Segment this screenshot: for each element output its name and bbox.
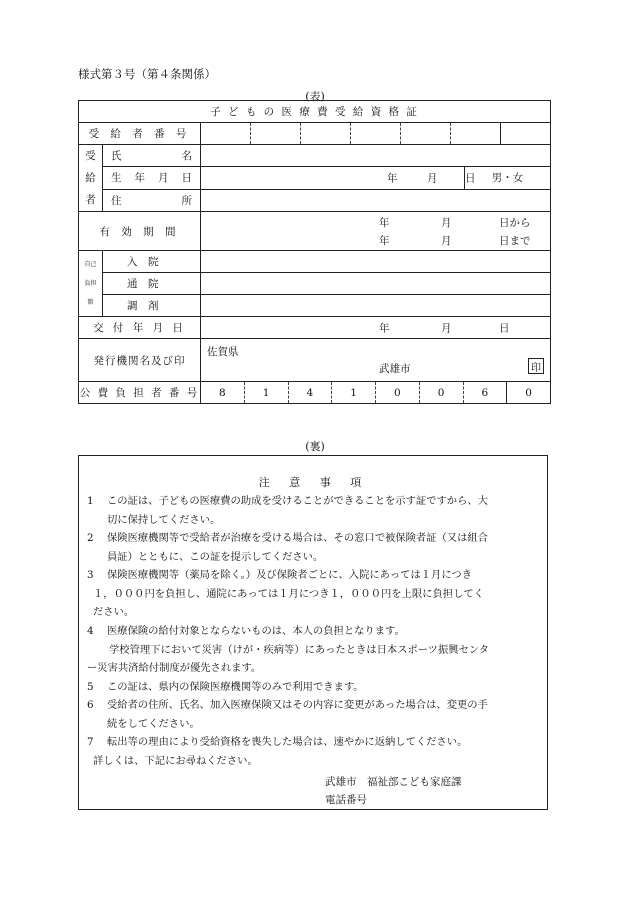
- name-row: [79, 145, 551, 167]
- department-name: 武雄市 福祉部こども家庭課: [325, 776, 462, 788]
- sex-field[interactable]: 男・女: [465, 167, 551, 189]
- validity-label: 有 効 期 間: [79, 212, 201, 251]
- public-number-digit: 0: [419, 382, 463, 403]
- address-row: [79, 189, 551, 211]
- public-number-digit: 4: [288, 382, 332, 403]
- public-number-digit: 6: [463, 382, 507, 403]
- dispensing-field[interactable]: [201, 295, 551, 317]
- note-item: 5 この証は、県内の保険医療機関等のみで利用できます。: [87, 681, 364, 693]
- recipient-group-label: 受 給 者: [79, 145, 103, 212]
- issue-date-row: [79, 317, 551, 339]
- note-item: 1 この証は、子どもの医療費の助成を受けることができることを示す証ですから、大 切に保持してください。: [87, 495, 488, 526]
- issue-date-field[interactable]: 年 月 日: [201, 317, 551, 339]
- validity-row: [79, 212, 551, 251]
- public-number-digit: 8: [219, 386, 226, 399]
- address-label: 住 所: [103, 189, 201, 211]
- title-row: [79, 101, 551, 123]
- birth-date-field[interactable]: 年 月 日: [201, 167, 465, 189]
- public-number-digit: 0: [375, 382, 419, 403]
- issuer-label: 発行機関名及び印: [79, 339, 201, 382]
- issue-date-label: 交 付 年 月 日: [79, 317, 201, 339]
- address-field[interactable]: [201, 189, 551, 211]
- public-number-digit: 0: [506, 382, 550, 403]
- note-item: 6 受給者の住所、氏名、加入医療保険又はその内容に変更があった場合は、変更の手 続をしてください。: [87, 699, 488, 730]
- inpatient-row: [79, 251, 551, 273]
- birth-row: [79, 167, 551, 189]
- public-number-row: [79, 382, 551, 404]
- city-name: 武雄市: [379, 363, 411, 375]
- certificate-title: 子 ど も の 医 療 費 受 給 資 格 証: [79, 101, 551, 123]
- self-pay-group-label: 自己 負担 額: [79, 251, 103, 317]
- dispensing-label: 調 剤: [103, 295, 201, 317]
- public-number-label: 公 費 負 担 者 番 号: [79, 382, 201, 404]
- certificate-table: [78, 100, 551, 404]
- public-number-digit: 1: [244, 382, 288, 403]
- inpatient-label: 入 院: [103, 251, 201, 273]
- name-field[interactable]: [201, 145, 551, 167]
- name-label: 氏 名: [103, 145, 201, 167]
- note-item: 3 保険医療機関等（薬局を除く。）及び保険者ごとに、入院にあっては１月につき １，０００円を負担し、通院にあっては１月につき１，０００円を上限に負担してく ださい。: [87, 569, 484, 618]
- front-side-label: (表): [305, 90, 325, 103]
- issuer-row: [79, 339, 551, 382]
- outpatient-label: 通 院: [103, 273, 201, 295]
- validity-field[interactable]: 年 月 日から 年 月 日まで: [201, 212, 551, 251]
- public-number-field: [201, 382, 551, 404]
- seal-icon: 印: [528, 358, 544, 374]
- issuer-field[interactable]: [201, 339, 551, 382]
- birth-label: 生 年 月 日: [103, 167, 201, 189]
- note-item: 2 保険医療機関等で受給者が治療を受ける場合は、その窓口で被保険者証（又は組合 員証）とともに、この証を提示してください。: [87, 532, 488, 563]
- form-number: 様式第３号（第４条関係）: [78, 67, 216, 81]
- note-item: 7 転出等の理由により受給資格を喪失した場合は、速やかに返納してください。 詳しくは、下記にお尋ねください。: [87, 736, 468, 767]
- note-item: 4 医療保険の給付対象とならないものは、本人の負担となります。 学校管理下において災害（けが・疾病等）にあったときは日本スポーツ振興センタ ー災害共済給付制度が優先されます。: [87, 625, 490, 674]
- inpatient-field[interactable]: [201, 251, 551, 273]
- outpatient-field[interactable]: [201, 273, 551, 295]
- notes-box: [78, 455, 548, 810]
- dispensing-row: [79, 295, 551, 317]
- back-side-label: (裏): [305, 440, 325, 453]
- phone-label: 電話番号: [325, 794, 367, 806]
- outpatient-row: [79, 273, 551, 295]
- recipient-number-label: 受 給 者 番 号: [79, 123, 201, 145]
- notes-heading: 注 意 事 項: [258, 476, 370, 489]
- prefecture-name: 佐賀県: [207, 346, 239, 358]
- recipient-number-field[interactable]: [201, 123, 551, 145]
- public-number-digit: 1: [331, 382, 375, 403]
- recipient-number-row: [79, 123, 551, 145]
